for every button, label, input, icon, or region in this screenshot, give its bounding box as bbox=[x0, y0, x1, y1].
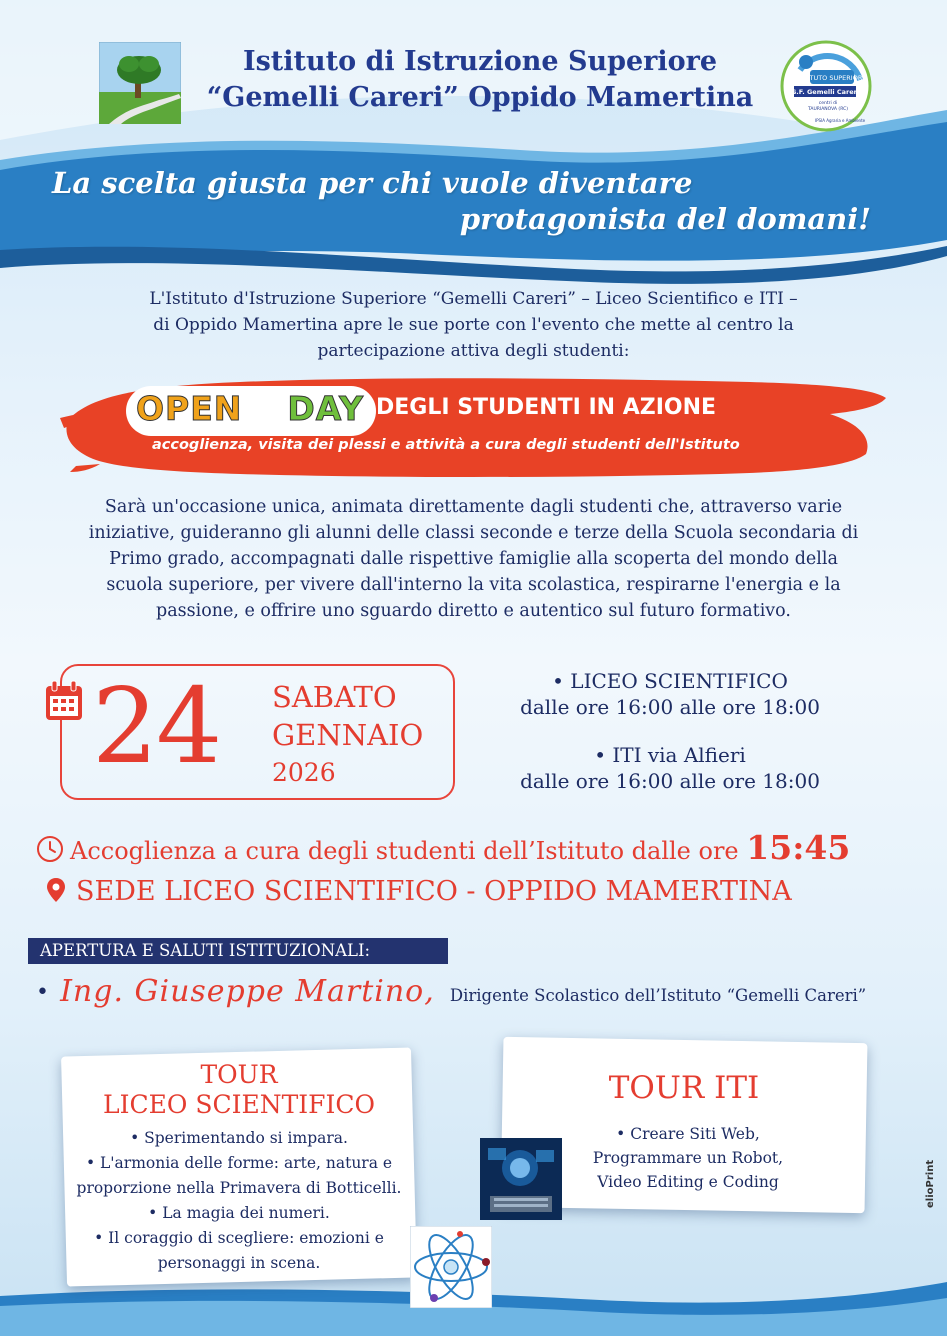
day-word: DAY bbox=[287, 389, 365, 428]
list-item: • Il coraggio di scegliere: emozioni e bbox=[94, 1229, 384, 1247]
calendar-icon bbox=[44, 680, 84, 722]
map-pin-icon bbox=[46, 877, 66, 903]
list-item: personaggi in scena. bbox=[157, 1254, 321, 1272]
list-item: • L'armonia delle forme: arte, natura e bbox=[85, 1154, 393, 1172]
logo-sub1: centri di bbox=[818, 101, 838, 106]
technology-photo bbox=[480, 1138, 562, 1220]
tour-iti-list bbox=[560, 1122, 816, 1194]
tour-iti-title: TOUR ITI bbox=[608, 1070, 760, 1106]
open-day-banner bbox=[60, 368, 890, 480]
tour-liceo-title bbox=[64, 1060, 414, 1120]
speaker-role: Dirigente Scolastico dell’Istituto “Gemelli Careri” bbox=[449, 986, 867, 1005]
list-item: • Creare Siti Web, bbox=[616, 1125, 760, 1143]
event-date-text bbox=[272, 678, 423, 792]
intro-line: L'Istituto d'Istruzione Superiore “Gemelli Careri” – Liceo Scientifico e ITI – bbox=[149, 289, 798, 309]
list-item: proporzione nella Primavera di Botticelli. bbox=[76, 1179, 402, 1197]
slogan-line2: protagonista del domani! bbox=[459, 202, 871, 236]
opening-label: APERTURA E SALUTI ISTITUZIONALI: bbox=[28, 938, 448, 964]
welcome-time: 15:45 bbox=[746, 828, 851, 867]
description-line: iniziative, guideranno gli alunni delle classi seconde e terze della Scuola secondaria di bbox=[88, 523, 859, 543]
opening-speaker bbox=[36, 974, 866, 1009]
intro-paragraph bbox=[60, 286, 887, 364]
welcome-line bbox=[36, 826, 850, 873]
institute-title-line1: Istituto di Istruzione Superiore bbox=[242, 46, 718, 77]
schedule bbox=[500, 668, 840, 794]
bullet: • bbox=[36, 980, 49, 1005]
welcome-text: Accoglienza a cura degli studenti dell’Istituto dalle ore bbox=[70, 837, 739, 865]
printer-name: elioPrint bbox=[925, 1159, 936, 1208]
tour-liceo-title-line1: TOUR bbox=[200, 1060, 278, 1089]
school-logo-tree bbox=[99, 42, 181, 124]
list-item: Programmare un Robot, bbox=[592, 1149, 784, 1167]
clock-icon bbox=[36, 835, 64, 863]
list-item: • Sperimentando si impara. bbox=[130, 1129, 348, 1147]
open-day-subtitle: accoglienza, visita dei plessi e attività a cura degli studenti dell'Istituto bbox=[152, 437, 740, 453]
event-month: GENNAIO bbox=[272, 718, 424, 752]
atom-illustration bbox=[410, 1226, 492, 1308]
list-item: • La magia dei numeri. bbox=[148, 1204, 330, 1222]
slogan-line1: La scelta giusta per chi vuole diventare bbox=[52, 166, 693, 200]
schedule-place: • ITI via Alfieri bbox=[594, 743, 746, 767]
description-line: Primo grado, accompagnati dalle rispettive famiglie alla scoperta del mondo della bbox=[109, 549, 838, 569]
tour-liceo-list bbox=[66, 1126, 412, 1276]
description-paragraph bbox=[55, 494, 892, 624]
intro-line: di Oppido Mamertina apre le sue porte con l'evento che mette al centro la bbox=[153, 315, 794, 335]
event-year: 2026 bbox=[272, 758, 336, 787]
list-item: Video Editing e Coding bbox=[597, 1173, 779, 1191]
schedule-hours: dalle ore 16:00 alle ore 18:00 bbox=[520, 769, 820, 793]
institute-title bbox=[200, 44, 760, 116]
event-day-number: 24 bbox=[92, 665, 221, 787]
printer-mark bbox=[922, 1150, 936, 1210]
logo-sub2: TAURIANOVA (RC) bbox=[808, 107, 848, 112]
description-line: Sarà un'occasione unica, animata direttamente dagli studenti che, attraverso varie bbox=[104, 497, 843, 517]
open-word: OPEN bbox=[136, 389, 243, 428]
open-day-title: DEGLI STUDENTI IN AZIONE bbox=[376, 395, 717, 420]
open-day-logo-text bbox=[136, 389, 364, 428]
schedule-hours: dalle ore 16:00 alle ore 18:00 bbox=[520, 695, 820, 719]
speaker-name: Ing. Giuseppe Martino, bbox=[60, 974, 435, 1009]
logo-top-text: ISTITUTO SUPERIORE bbox=[797, 74, 867, 82]
schedule-place: • LICEO SCIENTIFICO bbox=[552, 669, 788, 693]
logo-name-text: G.F. Gemelli Careri bbox=[790, 88, 860, 96]
intro-line: partecipazione attiva degli studenti: bbox=[317, 341, 630, 361]
school-logo-badge bbox=[780, 40, 872, 132]
logo-arc-text: IPSIA Agraria e Ambiente bbox=[814, 118, 866, 123]
description-line: passione, e offrire uno sguardo diretto e autentico sul futuro formativo. bbox=[156, 601, 791, 621]
location-text: SEDE LICEO SCIENTIFICO - OPPIDO MAMERTINA bbox=[76, 876, 792, 907]
tour-liceo-title-line2: LICEO SCIENTIFICO bbox=[103, 1090, 375, 1119]
institute-title-line2: “Gemelli Careri” Oppido Mamertina bbox=[206, 82, 754, 113]
event-weekday: SABATO bbox=[272, 680, 397, 714]
location-line bbox=[46, 870, 792, 914]
description-line: scuola superiore, per vivere dall'interno la vita scolastica, respirarne l'energia e la bbox=[106, 575, 841, 595]
